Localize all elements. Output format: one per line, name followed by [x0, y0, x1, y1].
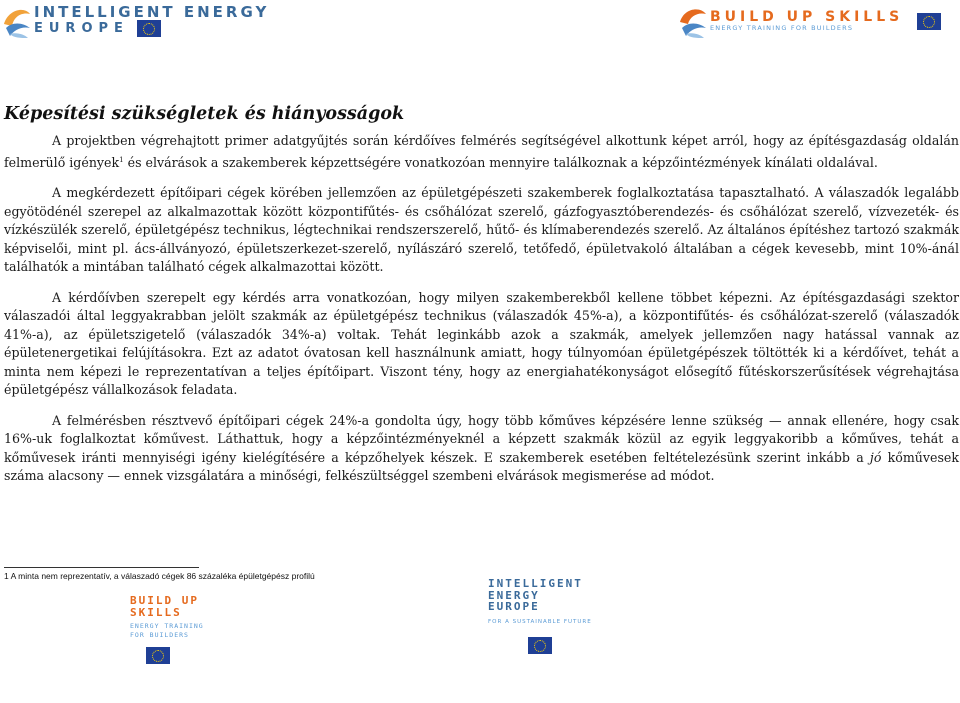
footnote-divider — [4, 567, 199, 568]
build-up-skills-logo — [676, 2, 941, 40]
logo-tagline: ENERGY TRAINING — [130, 622, 204, 631]
footnote-ref[interactable]: 1 — [119, 155, 124, 164]
section-heading: Képesítési szükségletek és hiányosságok — [4, 104, 405, 124]
eu-flag-icon — [137, 20, 161, 37]
intelligent-energy-europe-footer-logo — [488, 578, 618, 658]
logo-title: ENERGY — [488, 588, 540, 602]
paragraph-text: A felmérésben résztvevő építőipari cégek 24%-a gondolta úgy, hogy több kőműves képzésére lenne szükség — annak ellenére, hogy csak 16%-uk foglalkoztat kőművest. Láthattuk, hogy a képzőintézményeknél a képzett szakmák közül az egyik leggyakoribb a kőműves, tehát a kőművesek iránti mennyiségi igény kielégítésére a képzőhelyek készek. E szakemberek esetében feltételezésünk szerint inkább a — [4, 412, 959, 465]
logo-tagline: ENERGY TRAINING FOR BUILDERS — [710, 23, 854, 32]
paragraph-3: A kérdőívben szerepelt egy kérdés arra vonatkozóan, hogy milyen szakemberekből kellene többet képezni. Az építésgazdasági szektor válaszadói által leggyakrabban jelölt szakmák az épületgépész technikus (válaszadók 45%-a), a központifűtés- és csőhálózat-szerelő (válaszadók 41%-a), az épületszigetelő (válaszadók 34%-a) voltak. Tehát leginkább azok a szakmák, amelyek jellemzően nagy hatással vannak az épületenergetikai felújításokra. Ezt az adatot óvatosan kell használnunk amiatt, hogy túlnyomóan épületgépészek töltötték ki a kérdőívet, tehát a minta nem képezi le reprezentatívan a teljes építőipart. Viszont tény, hogy az energiahatékonyságot elősegítő fűtéskorszerűsítések végrehajtása épületgépész vállalkozások feladata. — [4, 289, 959, 398]
build-up-skills-footer-logo — [130, 595, 230, 668]
logo-title: BUILD UP — [130, 594, 199, 607]
paragraph-text: kőművesek száma alacsony — ennek vizsgálatára a minőségi, felkészültséggel szembeni elvárások megismerése ad módot. — [4, 449, 960, 484]
document-body — [4, 100, 959, 498]
logo-title: BUILD UP SKILLS — [710, 9, 904, 26]
paragraph-text: A projektben végrehajtott primer adatgyűjtés során kérdőíves felmérés segítségével alkottunk képet arról, hogy az építésgazdaság oldalán felmerülő igények — [4, 133, 959, 170]
footnote: 1 A minta nem reprezentatív, a válaszadó cégek 86 százaléka épületgépész profilú — [4, 571, 315, 581]
paragraph-2: A megkérdezett építőipari cégek körében jellemzően az épületgépészeti szakemberek foglalkoztatása tapasztalható. A válaszadók legalább egyötödénél szerepel az alkalmazottak között központifűtés- és csőhálózat szerelő, gázfogyasztóberendezés- és csőhálózat szerelő, vízvezeték- és vízkészülék szerelő, épületgépész technikus, légtechnikai rendszerszerelő, hűtő- és klímaberendezés szerelő. Az általános építéshez tartozó szakmák képviselői, mint pl. ács-állványozó, épületszerkezet-szerelő, nyílászáró szerelő, tetőfedő, épületvakoló általában a cégek kevesebb, mint 10%-ánál találhatók a mintában található cégek alkalmazottai között. — [4, 185, 959, 275]
paragraph-1 — [4, 132, 959, 172]
logo-subtitle: EUROPE — [34, 21, 129, 37]
paragraph-text: és elvárások a szakemberek képzettségére vonatkozóan mennyire találkoznak a képzőintézmények kínálati oldalával. — [123, 154, 878, 170]
logo-tagline: FOR A SUSTAINABLE FUTURE — [488, 618, 592, 625]
logo-title: INTELLIGENT — [488, 577, 583, 590]
emphasis: jó — [869, 449, 882, 465]
paragraph-4 — [4, 412, 959, 486]
logo-title: EUROPE — [488, 600, 540, 614]
swirl-icon — [676, 2, 710, 40]
header-logos — [0, 0, 960, 48]
logo-title: SKILLS — [130, 605, 182, 619]
swirl-icon — [0, 2, 34, 40]
logo-tagline: FOR BUILDERS — [130, 630, 189, 639]
intelligent-energy-europe-logo — [0, 2, 269, 40]
eu-flag-icon — [528, 637, 552, 654]
logo-title: INTELLIGENT ENERGY — [34, 2, 270, 21]
eu-flag-icon — [917, 13, 941, 30]
eu-flag-icon — [146, 647, 170, 664]
